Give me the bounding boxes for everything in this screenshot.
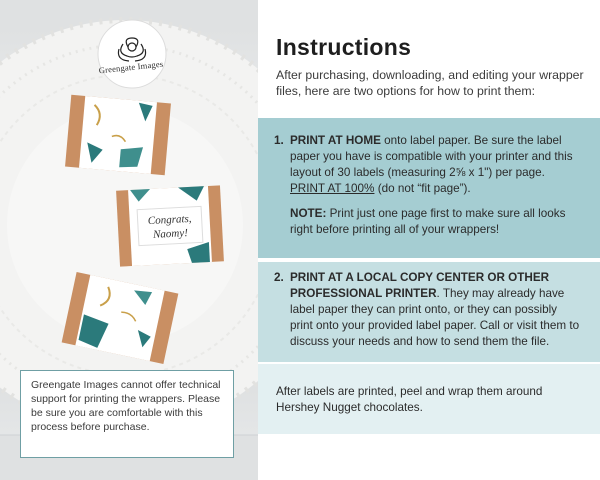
option-text: . They may already have label paper they can print onto, or they can possibly print onto your provided label paper. Call or visit them to discuss your needs and how to send them the file. <box>290 287 580 348</box>
wrapper-label-line2: Naomy! <box>152 227 189 241</box>
wrapper-label-line1: Congrats, <box>147 212 192 228</box>
chocolate-wrapper-2 <box>116 185 224 266</box>
option-body <box>290 270 580 350</box>
chocolate-wrapper-1 <box>65 95 171 175</box>
option-text-tail: (do not “fit page”). <box>374 182 471 195</box>
product-photo <box>0 0 258 480</box>
instructions-panel <box>258 0 600 480</box>
option-number: 1. <box>274 134 284 147</box>
option-text: onto label paper. Be sure the label paper you have is compatible with your printer and this layout of 30 labels (measuring 2⅝ x 1") per page. <box>290 134 573 179</box>
option-number: 2. <box>274 271 284 284</box>
note-label: NOTE: <box>290 207 327 220</box>
after-printing-box <box>258 364 600 434</box>
note <box>290 206 580 238</box>
option-heading: PRINT AT HOME <box>290 134 381 147</box>
option-print-at-home <box>258 118 600 258</box>
after-printing-text: After labels are printed, peel and wrap them around Hershey Nugget chocolates. <box>276 385 543 414</box>
option-copy-center <box>258 262 600 362</box>
disclaimer-box: Greengate Images cannot offer technical support for printing the wrappers. Please be sure you are comfortable with this process before purchase. <box>20 370 234 458</box>
print-100-link: PRINT AT 100% <box>290 182 375 195</box>
logo-badge-circle <box>98 20 166 88</box>
page-title: Instructions <box>276 34 412 60</box>
brand-logo-text: Greengate Images <box>98 58 164 76</box>
option-heading: PRINT AT A LOCAL COPY CENTER OR OTHER PROFESSIONAL PRINTER <box>290 271 550 300</box>
option-body <box>290 133 580 197</box>
note-text: Print just one page first to make sure all looks right before printing all of your wrappers! <box>290 207 566 236</box>
intro-text: After purchasing, downloading, and editing your wrapper files, here are two options for how to print them: <box>276 68 584 98</box>
